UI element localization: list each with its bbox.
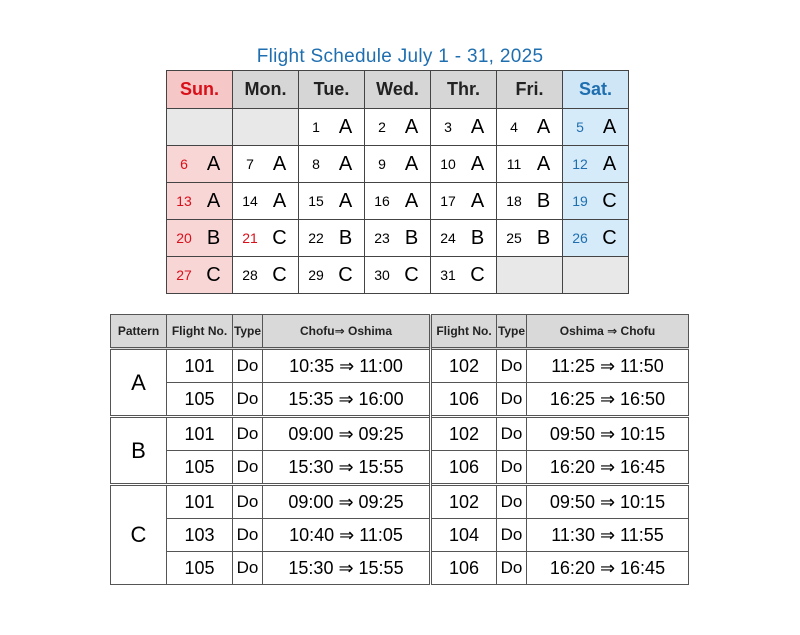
day-pattern: A — [272, 189, 287, 212]
day-pattern: A — [404, 115, 419, 138]
schedule-row — [111, 519, 689, 552]
day-pattern: C — [338, 263, 353, 286]
day-number: 8 — [312, 156, 320, 172]
header-mon: Mon. — [233, 71, 299, 109]
day-number: 21 — [242, 230, 258, 246]
day-number: 10 — [440, 156, 456, 172]
day-number: 18 — [506, 193, 522, 209]
outbound-flight-no: 101 — [167, 417, 233, 451]
day-number: 25 — [506, 230, 522, 246]
day-number: 13 — [176, 193, 192, 209]
outbound-type: Do — [233, 383, 263, 417]
day-number: 1 — [312, 119, 320, 135]
calendar-week-row — [167, 257, 629, 294]
pattern-label: C — [111, 485, 167, 585]
calendar-day-cell — [563, 220, 629, 257]
day-pattern: A — [536, 115, 551, 138]
inbound-times: 09:50 ⇒ 10:15 — [527, 485, 689, 519]
day-pattern: A — [272, 152, 287, 175]
day-number: 23 — [374, 230, 390, 246]
day-pattern: B — [404, 226, 419, 249]
pattern-label: B — [111, 417, 167, 485]
day-pattern: A — [338, 115, 353, 138]
header-fri: Fri. — [497, 71, 563, 109]
calendar-day-cell — [167, 109, 233, 146]
day-number: 31 — [440, 267, 456, 283]
calendar-day-cell — [563, 109, 629, 146]
calendar-day-cell — [563, 146, 629, 183]
outbound-times: 09:00 ⇒ 09:25 — [263, 485, 431, 519]
day-number: 30 — [374, 267, 390, 283]
day-number: 29 — [308, 267, 324, 283]
calendar-day-cell — [497, 109, 563, 146]
day-pattern: A — [206, 152, 221, 175]
page-title: Flight Schedule July 1 - 31, 2025 — [256, 46, 544, 67]
day-number: 12 — [572, 156, 588, 172]
outbound-type: Do — [233, 552, 263, 585]
outbound-type: Do — [233, 417, 263, 451]
col-type-2: Type — [497, 315, 527, 349]
outbound-flight-no: 101 — [167, 349, 233, 383]
day-number: 11 — [506, 156, 522, 172]
schedule-row — [111, 417, 689, 451]
outbound-type: Do — [233, 349, 263, 383]
day-pattern: B — [470, 226, 485, 249]
calendar-day-cell — [167, 257, 233, 294]
calendar-table — [166, 70, 629, 294]
calendar-day-cell — [431, 220, 497, 257]
inbound-flight-no: 106 — [431, 552, 497, 585]
calendar-day-cell — [233, 183, 299, 220]
day-pattern: C — [206, 263, 221, 286]
inbound-flight-no: 102 — [431, 485, 497, 519]
calendar-day-cell — [365, 146, 431, 183]
day-number: 14 — [242, 193, 258, 209]
day-pattern: A — [602, 152, 617, 175]
pattern-label: A — [111, 349, 167, 417]
day-number: 3 — [444, 119, 452, 135]
calendar-day-cell — [299, 257, 365, 294]
inbound-times: 11:25 ⇒ 11:50 — [527, 349, 689, 383]
col-flight-no: Flight No. — [167, 315, 233, 349]
calendar-day-cell — [365, 220, 431, 257]
outbound-times: 15:35 ⇒ 16:00 — [263, 383, 431, 417]
outbound-type: Do — [233, 451, 263, 485]
header-sun: Sun. — [167, 71, 233, 109]
schedule-row — [111, 552, 689, 585]
day-number: 9 — [378, 156, 386, 172]
calendar-day-cell — [299, 146, 365, 183]
inbound-type: Do — [497, 485, 527, 519]
day-pattern: C — [272, 226, 287, 249]
inbound-type: Do — [497, 349, 527, 383]
day-number: 24 — [440, 230, 456, 246]
calendar-day-cell — [431, 146, 497, 183]
outbound-flight-no: 101 — [167, 485, 233, 519]
outbound-times: 15:30 ⇒ 15:55 — [263, 451, 431, 485]
day-pattern: A — [206, 189, 221, 212]
day-number: 6 — [180, 156, 188, 172]
header-sat: Sat. — [563, 71, 629, 109]
calendar-day-cell — [431, 183, 497, 220]
day-pattern: A — [470, 115, 485, 138]
calendar-day-cell — [563, 257, 629, 294]
inbound-type: Do — [497, 383, 527, 417]
col-type: Type — [233, 315, 263, 349]
inbound-times: 16:25 ⇒ 16:50 — [527, 383, 689, 417]
col-flight-no-2: Flight No. — [431, 315, 497, 349]
calendar-day-cell — [299, 220, 365, 257]
schedule-row — [111, 383, 689, 417]
outbound-times: 15:30 ⇒ 15:55 — [263, 552, 431, 585]
inbound-type: Do — [497, 552, 527, 585]
day-number: 27 — [176, 267, 192, 283]
calendar-day-cell — [563, 183, 629, 220]
calendar-day-cell — [233, 257, 299, 294]
day-number: 2 — [378, 119, 386, 135]
calendar-day-cell — [431, 257, 497, 294]
calendar-week-row — [167, 220, 629, 257]
outbound-times: 10:40 ⇒ 11:05 — [263, 519, 431, 552]
calendar-day-cell — [497, 220, 563, 257]
calendar-day-cell — [365, 183, 431, 220]
day-number: 19 — [572, 193, 588, 209]
day-number: 5 — [576, 119, 584, 135]
day-pattern: C — [602, 189, 617, 212]
inbound-flight-no: 102 — [431, 349, 497, 383]
outbound-flight-no: 105 — [167, 552, 233, 585]
header-thu: Thr. — [431, 71, 497, 109]
calendar-day-cell — [233, 146, 299, 183]
day-number: 4 — [510, 119, 518, 135]
calendar-day-cell — [167, 183, 233, 220]
calendar-day-cell — [497, 146, 563, 183]
day-number: 26 — [572, 230, 588, 246]
schedule-row — [111, 349, 689, 383]
day-number: 22 — [308, 230, 324, 246]
col-inbound: Oshima ⇒ Chofu — [527, 315, 689, 349]
calendar-day-cell — [431, 109, 497, 146]
inbound-type: Do — [497, 417, 527, 451]
schedule-row — [111, 485, 689, 519]
inbound-type: Do — [497, 519, 527, 552]
calendar-day-cell — [299, 109, 365, 146]
schedule-header-row — [111, 315, 689, 349]
day-pattern: A — [404, 152, 419, 175]
day-number: 20 — [176, 230, 192, 246]
day-number: 15 — [308, 193, 324, 209]
inbound-flight-no: 106 — [431, 383, 497, 417]
outbound-flight-no: 103 — [167, 519, 233, 552]
day-pattern: C — [602, 226, 617, 249]
day-number: 16 — [374, 193, 390, 209]
inbound-type: Do — [497, 451, 527, 485]
inbound-times: 09:50 ⇒ 10:15 — [527, 417, 689, 451]
calendar-week-row — [167, 146, 629, 183]
day-pattern: A — [338, 189, 353, 212]
col-outbound: Chofu⇒ Oshima — [263, 315, 431, 349]
inbound-times: 16:20 ⇒ 16:45 — [527, 451, 689, 485]
day-pattern: B — [338, 226, 353, 249]
day-number: 7 — [246, 156, 254, 172]
calendar-day-cell — [299, 183, 365, 220]
calendar-day-cell — [167, 146, 233, 183]
inbound-times: 11:30 ⇒ 11:55 — [527, 519, 689, 552]
calendar-day-cell — [167, 220, 233, 257]
calendar-day-cell — [233, 109, 299, 146]
inbound-flight-no: 104 — [431, 519, 497, 552]
calendar-day-cell — [497, 183, 563, 220]
calendar-day-cell — [365, 109, 431, 146]
outbound-flight-no: 105 — [167, 451, 233, 485]
calendar-week-row — [167, 183, 629, 220]
day-pattern: A — [602, 115, 617, 138]
calendar-header-row — [167, 71, 629, 109]
outbound-flight-no: 105 — [167, 383, 233, 417]
outbound-type: Do — [233, 519, 263, 552]
day-pattern: C — [272, 263, 287, 286]
schedule-table — [110, 314, 689, 585]
day-pattern: B — [206, 226, 221, 249]
day-pattern: A — [470, 152, 485, 175]
calendar-day-cell — [365, 257, 431, 294]
calendar-day-cell — [497, 257, 563, 294]
day-pattern: A — [404, 189, 419, 212]
calendar-week-row — [167, 109, 629, 146]
day-number: 28 — [242, 267, 258, 283]
day-pattern: B — [536, 189, 551, 212]
inbound-times: 16:20 ⇒ 16:45 — [527, 552, 689, 585]
day-pattern: C — [404, 263, 419, 286]
inbound-flight-no: 102 — [431, 417, 497, 451]
header-wed: Wed. — [365, 71, 431, 109]
day-pattern: C — [470, 263, 485, 286]
day-pattern: A — [470, 189, 485, 212]
day-pattern: B — [536, 226, 551, 249]
inbound-flight-no: 106 — [431, 451, 497, 485]
outbound-times: 10:35 ⇒ 11:00 — [263, 349, 431, 383]
day-pattern: A — [338, 152, 353, 175]
outbound-type: Do — [233, 485, 263, 519]
col-pattern: Pattern — [111, 315, 167, 349]
header-tue: Tue. — [299, 71, 365, 109]
outbound-times: 09:00 ⇒ 09:25 — [263, 417, 431, 451]
schedule-row — [111, 451, 689, 485]
day-pattern: A — [536, 152, 551, 175]
day-number: 17 — [440, 193, 456, 209]
calendar-day-cell — [233, 220, 299, 257]
